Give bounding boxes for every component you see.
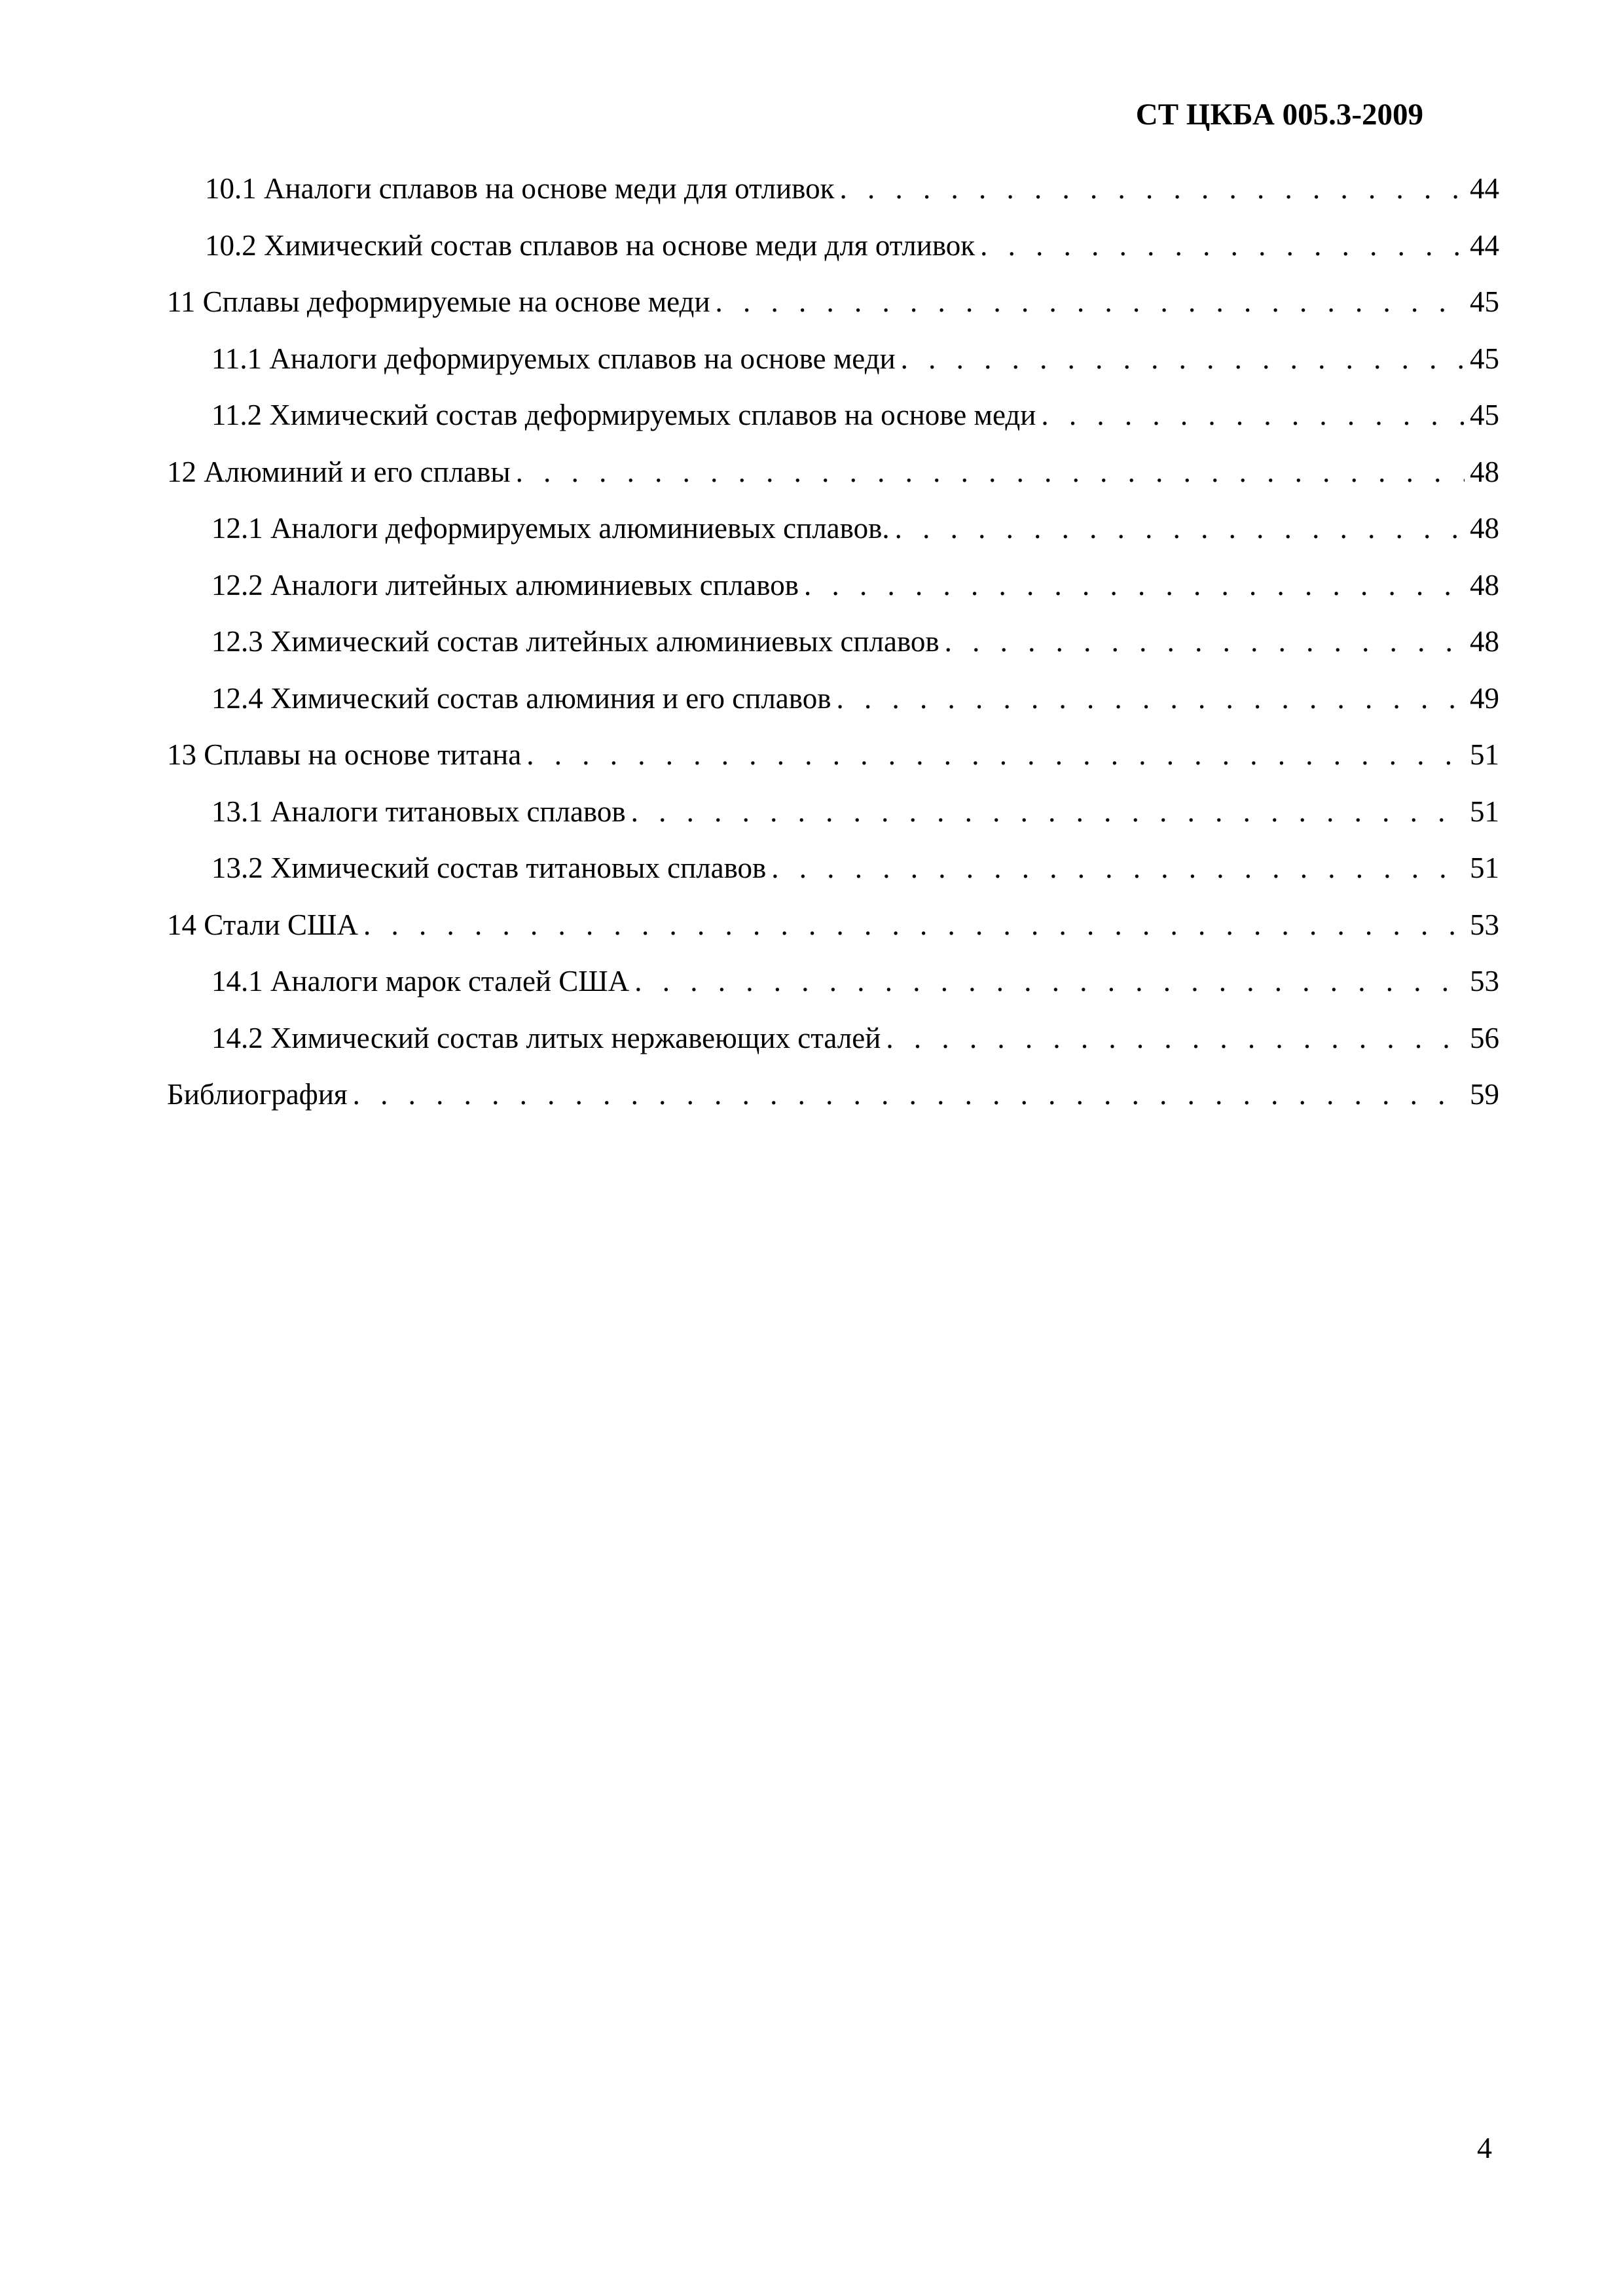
toc-entry-page: 51 <box>1470 795 1499 828</box>
toc-entry <box>167 339 1499 396</box>
toc-entry-page: 45 <box>1470 285 1499 318</box>
toc-dot-leader <box>901 339 1465 378</box>
toc-entry <box>167 1075 1499 1132</box>
toc-entry <box>167 226 1499 283</box>
toc-entry-page: 49 <box>1470 681 1499 715</box>
toc-dot-leader <box>886 1018 1465 1058</box>
toc-dot-leader <box>804 565 1465 605</box>
toc-entry-title: 14.1 Аналоги марок сталей США <box>211 965 630 997</box>
toc-dot-leader <box>353 1075 1465 1114</box>
toc-entry <box>167 1018 1499 1075</box>
toc-dot-leader <box>839 169 1465 208</box>
toc-dot-leader <box>516 452 1465 492</box>
toc-entry-title: 10.1 Аналоги сплавов на основе меди для отливок <box>205 172 835 205</box>
toc-entry-page: 53 <box>1470 965 1499 997</box>
toc-entry-title: 11.1 Аналоги деформируемых сплавов на основе меди <box>211 342 896 375</box>
toc-entry-page: 44 <box>1470 228 1499 262</box>
toc-entry-page: 48 <box>1470 568 1499 601</box>
page-number: 4 <box>1477 2131 1492 2164</box>
table-of-contents <box>167 169 1499 1132</box>
toc-entry-title: 13.2 Химический состав титановых сплавов <box>211 852 767 884</box>
toc-entry-title: 12.2 Аналоги литейных алюминиевых сплавов <box>211 568 799 601</box>
toc-entry-page: 48 <box>1470 512 1499 545</box>
toc-entry-page: 51 <box>1470 738 1499 771</box>
toc-entry-title: 12.4 Химический состав алюминия и его сплавов <box>211 681 831 715</box>
toc-dot-leader <box>945 622 1465 661</box>
toc-entry <box>167 169 1499 226</box>
toc-entry-title: 12 Алюминий и его сплавы <box>167 455 511 488</box>
toc-entry-page: 44 <box>1470 172 1499 205</box>
toc-entry-title: Библиография <box>167 1078 348 1111</box>
toc-entry <box>167 792 1499 849</box>
toc-entry-title: 11 Сплавы деформируемые на основе меди <box>167 285 710 318</box>
toc-entry <box>167 282 1499 339</box>
toc-entry <box>167 565 1499 622</box>
toc-entry <box>167 622 1499 679</box>
toc-entry <box>167 848 1499 905</box>
toc-dot-leader <box>634 961 1465 1001</box>
toc-entry <box>167 961 1499 1018</box>
toc-entry-title: 12.3 Химический состав литейных алюминиевых сплавов <box>211 625 939 658</box>
toc-dot-leader <box>836 679 1465 718</box>
toc-entry <box>167 395 1499 452</box>
toc-entry-title: 11.2 Химический состав деформируемых сплавов на основе меди <box>211 399 1036 431</box>
toc-entry-page: 56 <box>1470 1021 1499 1054</box>
toc-entry-title: 10.2 Химический состав сплавов на основе меди для отливок <box>205 228 976 262</box>
toc-entry <box>167 509 1499 565</box>
document-code-header: СТ ЦКБА 005.3-2009 <box>1135 98 1423 132</box>
toc-dot-leader <box>526 735 1465 774</box>
toc-entry-title: 13 Сплавы на основе титана <box>167 738 522 771</box>
toc-dot-leader <box>631 792 1465 831</box>
toc-entry-title: 14.2 Химический состав литых нержавеющих сталей <box>211 1021 881 1054</box>
toc-entry-page: 48 <box>1470 625 1499 658</box>
toc-dot-leader <box>771 848 1465 888</box>
toc-entry <box>167 735 1499 792</box>
toc-entry-page: 53 <box>1470 908 1499 941</box>
toc-entry <box>167 905 1499 962</box>
toc-dot-leader <box>1041 395 1465 435</box>
toc-entry-title: 12.1 Аналоги деформируемых алюминиевых сплавов. <box>211 512 890 545</box>
toc-entry <box>167 679 1499 736</box>
toc-entry-title: 14 Стали США <box>167 908 358 941</box>
toc-entry-page: 45 <box>1470 399 1499 431</box>
toc-entry <box>167 452 1499 509</box>
toc-dot-leader <box>716 282 1465 321</box>
toc-dot-leader <box>363 905 1465 944</box>
toc-dot-leader <box>980 226 1465 265</box>
toc-dot-leader <box>895 509 1465 548</box>
toc-entry-page: 45 <box>1470 342 1499 375</box>
toc-entry-title: 13.1 Аналоги титановых сплавов <box>211 795 626 828</box>
toc-entry-page: 51 <box>1470 852 1499 884</box>
toc-entry-page: 59 <box>1470 1078 1499 1111</box>
toc-entry-page: 48 <box>1470 455 1499 488</box>
